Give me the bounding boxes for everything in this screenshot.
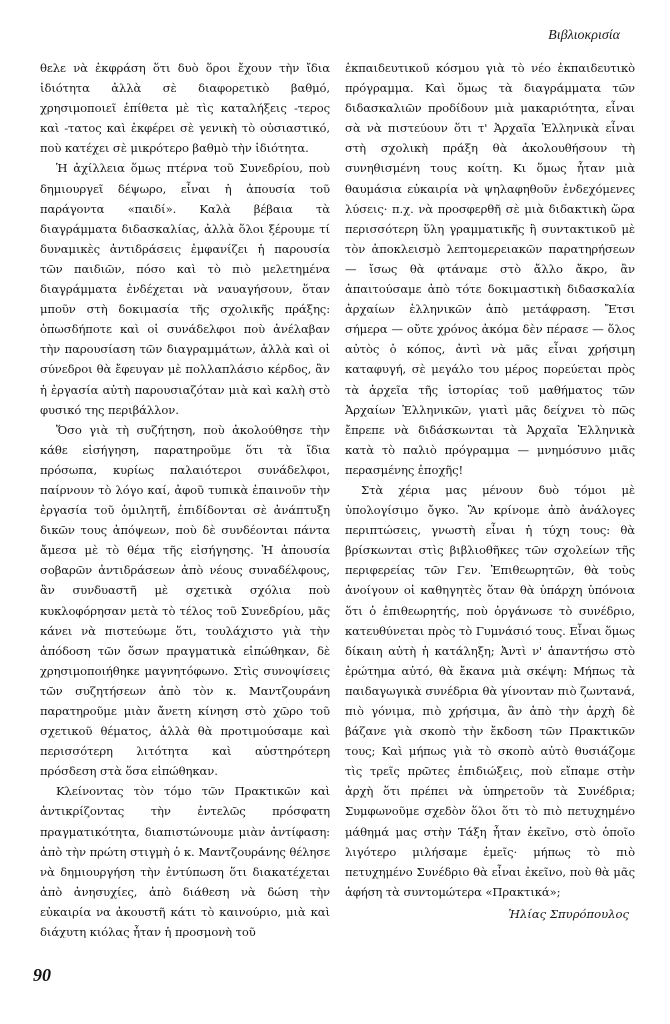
paragraph: Στὰ χέρια μας μένουν δυὸ τόμοι μὲ ὑπολογίσιμο ὄγκο. Ἂν κρίνομε ἀπὸ ἀνάλογες περιπτώσεις, γνωστὴ εἶναι ἡ τύχη τους: θὰ βρίσκωνται στὶς βιβλιοθῆκες τῶν σχολείων τῆς περιφερείας τῶν Γεν. Ἐπιθεωρητῶν, θὰ τοὺς ἀνοίγουν οἱ καθηγητὲς ὅταν θὰ ὑπάρχη ὑπόνοια ὅτι ὁ ἐπιθεωρητής, ποὺ ὀργάνωσε τὸ συνέδριο, κατευθύνεται πρὸς τὸ Γυμνάσιό τους. Εἶναι ὅμως δίκαιη αὐτὴ ἡ κατάληξη; Ἀντὶ ν' ἀπαντήσω στὸ ἐρώτημα αὐτό, θὰ ἔκανα μιὰ σκέψη: Μήπως τὰ παιδαγωγικὰ συνέδρια θὰ γίνονταν πιὸ ζωντανά, πιὸ γόνιμα, πιὸ χρήσιμα, ἂν ἀπὸ τὴν ἀρχὴ δὲ βάζανε γιὰ σκοπὸ τὴν ἔκδοση τῶν Πρακτικῶν τους; Καὶ μήπως γιὰ τὸ σκοπὸ αὐτὸ θυσιάζομε τὶς τρεῖς πρῶτες ἐπιδιώξεις, ποὺ εἴπαμε στὴν ἀρχὴ ὅτι πρέπει νὰ ὑπηρετοῦν τὰ Συνέδρια; Συμφωνοῦμε σχεδὸν ὅλοι ὅτι τὸ πιὸ πετυχημένο μάθημά μας στὴν Τάξη ἦταν ἐκεῖνο, στὸ ὁποῖο λιγότερο μιλήσαμε ἐμεῖς· μήπως τὸ πιὸ πετυχημένο Συνέδριο θὰ εἶναι ἐκεῖνο, ποὺ θὰ μᾶς ἀφήση τὰ συντομώτερα «Πρακτικά»; xyxy=(345,482,635,899)
paragraph: Κλείνοντας τὸν τόμο τῶν Πρακτικῶν καὶ ἀντικρίζοντας τὴν ἐντελῶς πρόσφατη πραγματικότητα, διαπιστώνουμε μιὰν ἀντίφαση: ἀπὸ τὴν πρώτη στιγμὴ ὁ κ. Μαντζουράνης θέλησε νὰ δημιουργήση τὴν ἐντύπωση ὅτι διακατέχεται ἀπὸ ἀνησυχίες, ἀπὸ διάθεση νὰ δώση τὴν εὐκαιρία να ἀκουστῆ κάτι τὸ καινούριο, μιὰ καὶ διάχυτη κιόλας ἦταν ἡ προσμονὴ τοῦ xyxy=(40,784,330,938)
left-column xyxy=(40,58,330,938)
paragraph: ἐκπαιδευτικοῦ κόσμου γιὰ τὸ νέο ἐκπαιδευτικὸ πρόγραμμα. Καὶ ὅμως τὰ διαγράμματα τῶν διδασκαλιῶν προδίδουν μιὰ μακαριότητα, εἶναι σὰ νὰ πιστεύουν ὅτι τ' Ἀρχαῖα Ἑλληνικὰ εἶναι στὴ σχολικὴ πράξη θὰ ἀκολουθήσουν τὴ συνηθισμένη τους κοίτη. Κι ὅμως ἦταν μιὰ θαυμάσια εὐκαιρία νὰ ψηλαφηθοῦν ἐνδεχόμενες λύσεις· π.χ. νὰ προσφερθῆ σὲ μιὰ διδακτικὴ ὥρα περισσότερη ὕλη γραμματικῆς ἢ συντακτικοῦ μὲ τὸν ἀποκλεισμὸ λεπτομερειακῶν παρατηρήσεων — ἴσως θὰ φτάναμε στὸ ἄλλο ἄκρο, ἂν ἀπαιτούσαμε ἀπὸ τότε δοκιμαστικὴ διδασκαλία ἀρχαίων ἑλληνικῶν ἀπὸ μετάφραση. Ἔτσι σήμερα — οὔτε χρόνος ἀκόμα δὲν πέρασε — ὅλος αὐτὸς ὁ κόπος, ἀντὶ νὰ μᾶς εἶναι χρήσιμη καταφυγή, σὲ μεγάλο του μέρος πορεύεται πρὸς τὰ ἀρχεῖα τῆς ἱστορίας τοῦ μαθήματος τῶν Ἀρχαίων Ἑλληνικῶν, γιατὶ μᾶς δείχνει τὸ πῶς ἔπρεπε νὰ διδάσκωνται τὰ Ἀρχαῖα Ἑλληνικὰ κατὰ τὸ παλιὸ πρόγραμμα — μνημόσυνο μιᾶς περασμένης ἐποχῆς! xyxy=(345,61,635,477)
author-signature: Ἠλίας Σπυρόπουλος xyxy=(508,906,629,921)
paragraph: θελε νὰ ἐκφράση ὅτι δυὸ ὅροι ἔχουν τὴν ἴδια ἰδιότητα ἀλλὰ σὲ διαφορετικὸ βαθμό, χρησιμοποιεῖ ἐπίθετα μὲ τὶς καταλήξεις -τερος καὶ -τατος καὶ ἐκφέρει σὲ γενικὴ τὸ οὐσιαστικό, ποὺ κατέχει σὲ μικρότερο βαθμὸ τὴν ἰδιότητα. xyxy=(40,61,330,156)
paragraph: Ἡ ἀχίλλεια ὅμως πτέρνα τοῦ Συνεδρίου, ποὺ δημιουργεῖ δέψωρο, εἶναι ἡ ἀπουσία τοῦ παράγοντα «παιδί». Καλὰ βέβαια τὰ διαγράμματα διδασκαλίας, ἀλλὰ ὅλοι ξέρουμε τί δυναμικὲς ἀντιδράσεις ἐμφανίζει ἡ παρουσία τῶν παιδιῶν, πόσο καὶ τὸ πιὸ μελετημένα διαγράμματα ἐνδέχεται νὰ ναυαγήσουν, ὅταν μποῦν στὴ δοκιμασία τῆς σχολικῆς πράξης: ὁπωσδήποτε καὶ οἱ συνάδελφοι ποὺ ἀνέλαβαν τὴν παρουσίαση τῶν διαγραμμάτων, ἀλλὰ καὶ οἱ σύνεδροι θὰ ἔφευγαν μὲ πολλαπλάσιο κέρδος, ἂν ἡ ἐργασία αὐτὴ παρουσιαζόταν μιὰ καὶ καλὴ στὸ φυσικό της περιβάλλον. xyxy=(40,161,330,417)
right-column xyxy=(345,58,635,938)
page-number: 90 xyxy=(33,965,51,985)
article-body xyxy=(40,58,635,938)
running-title: Βιβλιοκρισία xyxy=(548,28,620,43)
paragraph: Ὅσο γιὰ τὴ συζήτηση, ποὺ ἀκολούθησε τὴν κάθε εἰσήγηση, παρατηροῦμε ὅτι τὰ ἴδια πρόσωπα, κυρίως παλαιότεροι συνάδελφοι, παίρνουν τὸ λόγο καί, ἀφοῦ τυπικὰ ἐπαινοῦν τὴν ἐργασία τοῦ ὁμιλητῆ, ἐπιδίδονται σὲ ἀνάπτυξη δικῶν τους ἀπόψεων, ποὺ δὲ συνδέονται πάντα ἄμεσα μὲ τὸ θέμα τῆς εἰσήγησης. Ἡ ἀπουσία σοβαρῶν ἀντιδράσεων ἀπὸ νέους συναδέλφους, ἂν συνδυαστῆ μὲ σχετικὰ σχόλια ποὺ κυκλοφόρησαν μετὰ τὸ τέλος τοῦ Συνεδρίου, μᾶς κάνει νὰ πιστεύωμε ὅτι, τουλάχιστο γιὰ τὴν ἀπόδοση τῶν ὅσων πραγματικὰ εἰπώθηκαν, δὲ χρησιμοποιήθηκε μαγνητόφωνο. Στὶς συνοψίσεις τῶν συζητήσεων ἀπὸ τὸν κ. Μαντζουράνη παρατηροῦμε μιὰν ἄνετη κίνηση στὸ χῶρο τοῦ σχετικοῦ θέματος, ἀλλὰ θὰ προτιμούσαμε καὶ περισσότερη λιτότητα καὶ αὐστηρότερη πρόσδεση στὰ ὅσα εἰπώθηκαν. xyxy=(40,422,330,779)
